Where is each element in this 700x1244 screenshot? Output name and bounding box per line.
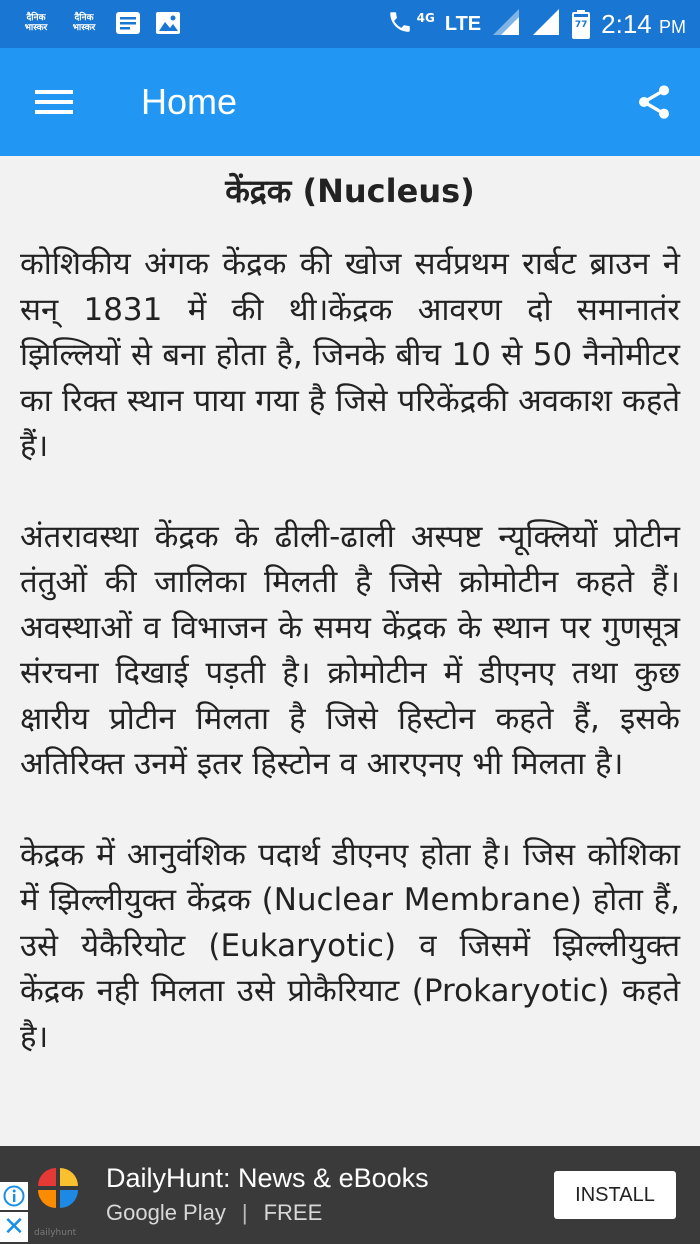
network-4g-label: 4G: [416, 11, 435, 25]
paragraph-spacer: [0, 470, 700, 515]
dainik-bhaskar-icon: [18, 8, 54, 38]
article-paragraph: अंतरावस्था केंद्रक के ढीली-ढाली अस्पष्ट न्यूक्लियों प्रोटीन तंतुओं की जालिका मिलती है जिसे क्रोमोटीन कहते हैं। अवस्थाओं व विभाजन के समय केंद्रक के स्थान पर गुणसूत्र संरचना दिखाई पड़ती है। क्रोमोटीन में डीएनए तथा कुछ क्षारीय प्रोटीन मिलता है जिसे हिस्टोन कहते हैं, इसके अतिरिक्त उनमें इतर हिस्टोन व आरएनए भी मिलता है।: [20, 518, 680, 782]
ad-close-icon[interactable]: ✕: [0, 1212, 28, 1242]
notification-label-line1: दैनिक: [26, 13, 46, 23]
paragraph-spacer: [0, 788, 700, 833]
status-bar: [0, 0, 700, 48]
signal-icon: [491, 7, 521, 41]
clock-ampm: PM: [659, 16, 686, 37]
signal-icon: [531, 7, 561, 41]
clock-time: 2:14: [601, 8, 652, 39]
image-icon: [154, 9, 182, 37]
ad-price: FREE: [263, 1200, 323, 1225]
ad-title[interactable]: DailyHunt: News & eBooks: [106, 1163, 429, 1193]
battery-level: 77: [574, 20, 588, 30]
dailyhunt-logo-icon: [36, 1166, 80, 1230]
notification-label-line2: भास्कर: [72, 23, 96, 33]
article-title: केंद्रक (Nucleus): [225, 172, 475, 210]
page-title-appbar: Home: [141, 81, 238, 122]
dainik-bhaskar-icon: [66, 8, 102, 38]
notification-label-line1: दैनिक: [74, 13, 94, 23]
message-icon: [114, 9, 142, 37]
system-indicators: [387, 0, 686, 48]
network-lte-label: LTE: [444, 12, 482, 35]
ad-separator: |: [241, 1200, 248, 1225]
install-button[interactable]: INSTALL: [554, 1171, 676, 1219]
notification-icons: [18, 8, 182, 38]
notification-label-line2: भास्कर: [24, 23, 48, 33]
article-paragraph: केद्रक में आनुवंशिक पदार्थ डीएनए होता है। जिस कोशिका में झिल्लीयुक्त केंद्रक (Nuclear Membrane) होता हैं, उसे येकैरियोट (Eukaryotic) व जिसमें झिल्लीयुक्त केंद्रक नही मिलता उसे प्रोकैरियाट (Prokaryotic) कहते है।: [20, 836, 680, 1055]
google-play-label: Google Play: [106, 1200, 226, 1225]
share-icon[interactable]: [630, 78, 678, 126]
app-bar: [0, 48, 700, 156]
article-content[interactable]: [0, 156, 700, 1146]
clock: [601, 9, 686, 40]
battery-icon: [571, 9, 591, 39]
ad-info-icon[interactable]: [0, 1182, 28, 1210]
hamburger-menu-icon[interactable]: [24, 78, 84, 126]
article-paragraph: कोशिकीय अंगक केंद्रक की खोज सर्वप्रथम रार्बट ब्राउन ने सन् 1831 में की थी।केंद्रक आवरण दो समानातंर झिल्लियों से बना होता है, जिनके बीच 10 से 50 नैनोमीटर का रिक्त स्थान पाया गया है जिसे परिकेंद्रकी अवकाश कहते हैं।: [20, 246, 680, 464]
ad-logo-caption: dailyhunt: [34, 1228, 77, 1238]
ad-banner[interactable]: [0, 1146, 700, 1244]
ad-meta: [106, 1200, 322, 1226]
phone-call-icon: [387, 9, 413, 39]
